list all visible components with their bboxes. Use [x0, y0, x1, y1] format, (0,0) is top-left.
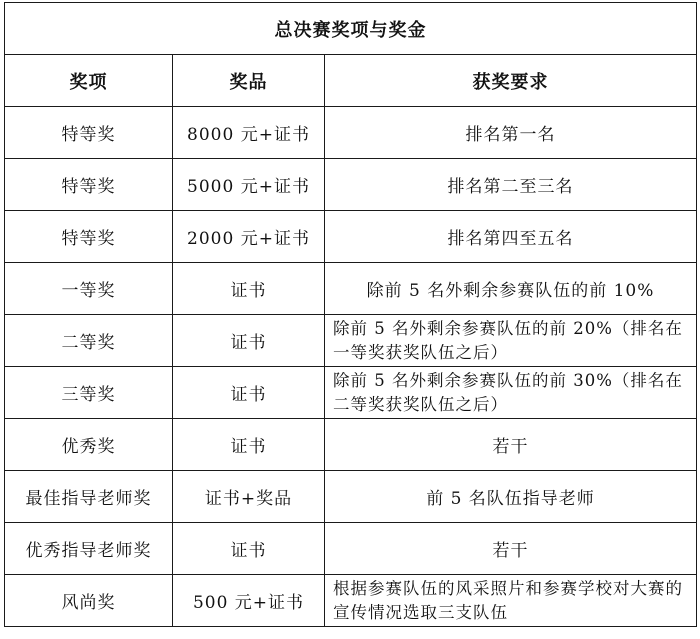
- table-row: [5, 263, 697, 315]
- table-row: [5, 211, 697, 263]
- table-row: [5, 367, 697, 419]
- award-cell: 风尚奖: [5, 575, 173, 627]
- prize-cell: 证书+奖品: [173, 471, 325, 523]
- prize-cell: 证书: [173, 315, 325, 367]
- table-row: [5, 315, 697, 367]
- award-cell: 特等奖: [5, 107, 173, 159]
- header-requirement: 获奖要求: [325, 55, 697, 107]
- table-row: [5, 523, 697, 575]
- prize-cell: 证书: [173, 419, 325, 471]
- award-cell: 优秀奖: [5, 419, 173, 471]
- requirement-cell: 排名第一名: [325, 107, 697, 159]
- requirement-cell: 若干: [325, 419, 697, 471]
- table-title-row: [5, 3, 697, 55]
- requirement-cell: 排名第二至三名: [325, 159, 697, 211]
- header-prize: 奖品: [173, 55, 325, 107]
- awards-table: [4, 2, 697, 627]
- prize-cell: 证书: [173, 263, 325, 315]
- prize-cell: 2000 元+证书: [173, 211, 325, 263]
- requirement-cell: 除前 5 名外剩余参赛队伍的前 20%（排名在一等奖获奖队伍之后）: [325, 315, 697, 367]
- award-cell: 优秀指导老师奖: [5, 523, 173, 575]
- table-header-row: [5, 55, 697, 107]
- requirement-cell: 除前 5 名外剩余参赛队伍的前 10%: [325, 263, 697, 315]
- header-award: 奖项: [5, 55, 173, 107]
- prize-cell: 8000 元+证书: [173, 107, 325, 159]
- award-cell: 三等奖: [5, 367, 173, 419]
- prize-cell: 证书: [173, 367, 325, 419]
- table-row: [5, 471, 697, 523]
- requirement-cell: 排名第四至五名: [325, 211, 697, 263]
- award-cell: 特等奖: [5, 211, 173, 263]
- table-row: [5, 107, 697, 159]
- award-cell: 特等奖: [5, 159, 173, 211]
- table-row: [5, 419, 697, 471]
- prize-cell: 500 元+证书: [173, 575, 325, 627]
- table-row: [5, 575, 697, 627]
- requirement-cell: 若干: [325, 523, 697, 575]
- award-cell: 一等奖: [5, 263, 173, 315]
- award-cell: 二等奖: [5, 315, 173, 367]
- prize-cell: 5000 元+证书: [173, 159, 325, 211]
- requirement-cell: 根据参赛队伍的风采照片和参赛学校对大赛的宣传情况选取三支队伍: [325, 575, 697, 627]
- award-cell: 最佳指导老师奖: [5, 471, 173, 523]
- requirement-cell: 前 5 名队伍指导老师: [325, 471, 697, 523]
- prize-cell: 证书: [173, 523, 325, 575]
- table-title: 总决赛奖项与奖金: [5, 3, 697, 55]
- table-row: [5, 159, 697, 211]
- requirement-cell: 除前 5 名外剩余参赛队伍的前 30%（排名在二等奖获奖队伍之后）: [325, 367, 697, 419]
